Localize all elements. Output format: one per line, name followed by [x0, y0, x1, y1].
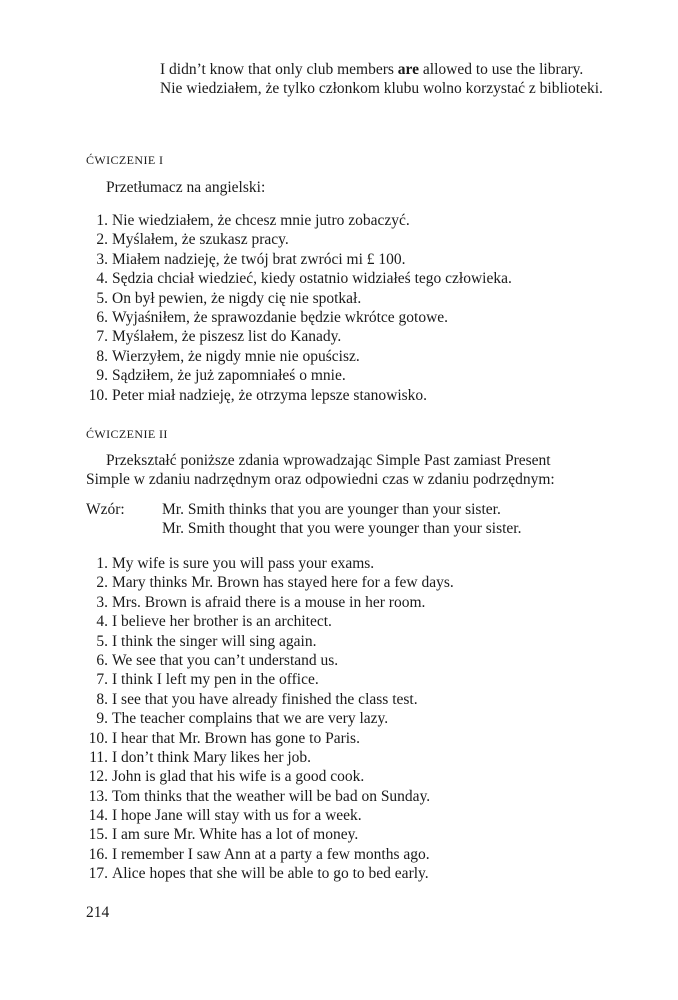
- intro-polish-sentence: Nie wiedziałem, że tylko członkom klubu wolno korzystać z biblioteki.: [160, 80, 603, 98]
- exercise-1-item-text: Nie wiedziałem, że chcesz mnie jutro zobaczyć.: [112, 212, 410, 229]
- exercise-1-item-text: Wyjaśniłem, że sprawozdanie będzie wkrótce gotowe.: [112, 308, 449, 326]
- exercise-1-item-number: 1.: [96, 212, 108, 229]
- exercise-2-item-number: 6.: [96, 651, 108, 669]
- exercise-1-item-number: 8.: [96, 347, 108, 365]
- exercise-2-instruction-line-2: Simple w zdaniu nadrzędnym oraz odpowiedni czas w zdaniu podrzędnym:: [86, 471, 555, 489]
- exercise-1-item-number: 6.: [96, 308, 108, 326]
- exercise-2-item-text: I hope Jane will stay with us for a week.: [112, 807, 362, 825]
- exercise-2-item: [86, 767, 626, 786]
- exercise-2-item-text: John is glad that his wife is a good cook.: [112, 768, 365, 786]
- exercise-2-item-number: 7.: [96, 671, 108, 689]
- exercise-1-item: [86, 269, 626, 288]
- exercise-1-item: [86, 366, 626, 385]
- exercise-2-item-number: 12.: [88, 768, 108, 786]
- exercise-2-item: [86, 787, 626, 806]
- exercise-1-item: [86, 250, 626, 269]
- exercise-2-item-text: Tom thinks that the weather will be bad on Sunday.: [112, 787, 431, 805]
- exercise-2-item: [86, 806, 626, 825]
- exercise-2-item-number: 2.: [96, 574, 108, 592]
- exercise-2-item-text: I don’t think Mary likes her job.: [112, 748, 312, 766]
- exercise-1-item-text: Myślałem, że szukasz pracy.: [112, 231, 289, 249]
- intro-english-pre: I didn’t know that only club members: [160, 61, 398, 78]
- exercise-2-item: [86, 593, 626, 612]
- exercise-2-item-text: I remember I saw Ann at a party a few months ago.: [112, 845, 430, 863]
- exercise-2-item-number: 17.: [88, 865, 108, 883]
- exercise-2-item-text: I am sure Mr. White has a lot of money.: [112, 826, 359, 844]
- exercise-2-item-text: My wife is sure you will pass your exams.: [112, 555, 375, 572]
- exercise-2-item-number: 13.: [88, 787, 108, 805]
- exercise-1-item: [86, 347, 626, 366]
- exercise-2-item: [86, 632, 626, 651]
- model-line-2: Mr. Smith thought that you were younger than your sister.: [162, 520, 522, 538]
- exercise-2-item-text: Mary thinks Mr. Brown has stayed here for a few days.: [112, 574, 454, 592]
- exercise-2-item: [86, 709, 626, 728]
- exercise-1-item: [86, 230, 626, 249]
- exercise-2-item-number: 16.: [88, 845, 108, 863]
- exercise-2-item-number: 10.: [88, 729, 108, 747]
- exercise-2-item-text: I hear that Mr. Brown has gone to Paris.: [112, 729, 360, 747]
- exercise-2-item-text: We see that you can’t understand us.: [112, 651, 339, 669]
- exercise-1-item-text: On był pewien, że nigdy cię nie spotkał.: [112, 289, 362, 307]
- exercise-1-instruction-text: Przetłumacz na angielski:: [106, 179, 266, 196]
- exercise-1-item: [86, 211, 626, 230]
- exercise-1-item-text: Wierzyłem, że nigdy mnie nie opuścisz.: [112, 347, 360, 365]
- exercise-2-heading: ĆWICZENIE II: [86, 427, 168, 441]
- exercise-1-item-number: 10.: [88, 386, 108, 404]
- exercise-2-item-number: 9.: [96, 710, 108, 728]
- exercise-2-item: [86, 554, 626, 573]
- exercise-1-item: [86, 327, 626, 346]
- exercise-2-list: [86, 554, 626, 884]
- exercise-2-item-text: Alice hopes that she will be able to go to bed early.: [112, 865, 429, 883]
- exercise-2-item-number: 8.: [96, 690, 108, 708]
- exercise-1-item-number: 4.: [96, 270, 108, 288]
- exercise-1-item: [86, 386, 626, 405]
- exercise-2-item: [86, 845, 626, 864]
- exercise-2-item-number: 5.: [96, 632, 108, 650]
- exercise-2-item: [86, 864, 626, 883]
- exercise-2-item: [86, 573, 626, 592]
- exercise-1-heading: ĆWICZENIE I: [86, 153, 164, 167]
- exercise-2-item-number: 14.: [88, 807, 108, 825]
- model-lines: [162, 500, 521, 539]
- exercise-2-instruction: [86, 451, 626, 490]
- exercise-2-item: [86, 748, 626, 767]
- page-number: 214: [86, 904, 110, 921]
- intro-english-sentence: [160, 60, 626, 79]
- exercise-1-item-number: 7.: [96, 328, 108, 346]
- exercise-1-item: [86, 289, 626, 308]
- intro-example: [160, 60, 626, 99]
- exercise-1-item-text: Sędzia chciał wiedzieć, kiedy ostatnio widziałeś tego człowieka.: [112, 270, 512, 288]
- exercise-2-instruction-line-1: Przekształć poniższe zdania wprowadzając Simple Past zamiast Present: [106, 452, 551, 469]
- exercise-1-item-text: Myślałem, że piszesz list do Kanady.: [112, 328, 342, 346]
- exercise-2-item-text: I see that you have already finished the class test.: [112, 690, 418, 708]
- exercise-1-item-text: Peter miał nadzieję, że otrzyma lepsze stanowisko.: [112, 386, 428, 404]
- exercise-2-item: [86, 670, 626, 689]
- exercise-2-item-text: I think I left my pen in the office.: [112, 671, 319, 689]
- exercise-1-item-text: Miałem nadzieję, że twój brat zwróci mi £ 100.: [112, 250, 406, 268]
- exercise-1-list: [86, 211, 626, 405]
- exercise-2-item-number: 1.: [96, 555, 108, 572]
- exercise-2-item: [86, 729, 626, 748]
- exercise-2-item-number: 3.: [96, 593, 108, 611]
- exercise-2-item: [86, 690, 626, 709]
- exercise-2-item-text: The teacher complains that we are very lazy.: [112, 710, 389, 728]
- intro-english-bold: are: [397, 61, 420, 78]
- intro-english-post: allowed to use the library.: [419, 61, 584, 78]
- exercise-2-item-number: 11.: [89, 748, 108, 766]
- model-label: Wzór:: [86, 501, 125, 518]
- exercise-2-item: [86, 651, 626, 670]
- exercise-2-item: [86, 825, 626, 844]
- model-line-1: Mr. Smith thinks that you are younger than your sister.: [162, 501, 501, 518]
- exercise-1-item-number: 5.: [96, 289, 108, 307]
- exercise-2-item-text: I think the singer will sing again.: [112, 632, 317, 650]
- exercise-1-instruction: [86, 178, 626, 197]
- exercise-2-item-text: I believe her brother is an architect.: [112, 613, 332, 631]
- exercise-2-item: [86, 612, 626, 631]
- exercise-2-item-number: 15.: [88, 826, 108, 844]
- exercise-1-item-number: 9.: [96, 367, 108, 385]
- exercise-1-item: [86, 308, 626, 327]
- exercise-2-item-text: Mrs. Brown is afraid there is a mouse in her room.: [112, 593, 426, 611]
- exercise-1-item-text: Sądziłem, że już zapomniałeś o mnie.: [112, 367, 346, 385]
- exercise-1-item-number: 3.: [96, 250, 108, 268]
- exercise-1-item-number: 2.: [96, 231, 108, 249]
- exercise-2-item-number: 4.: [96, 613, 108, 631]
